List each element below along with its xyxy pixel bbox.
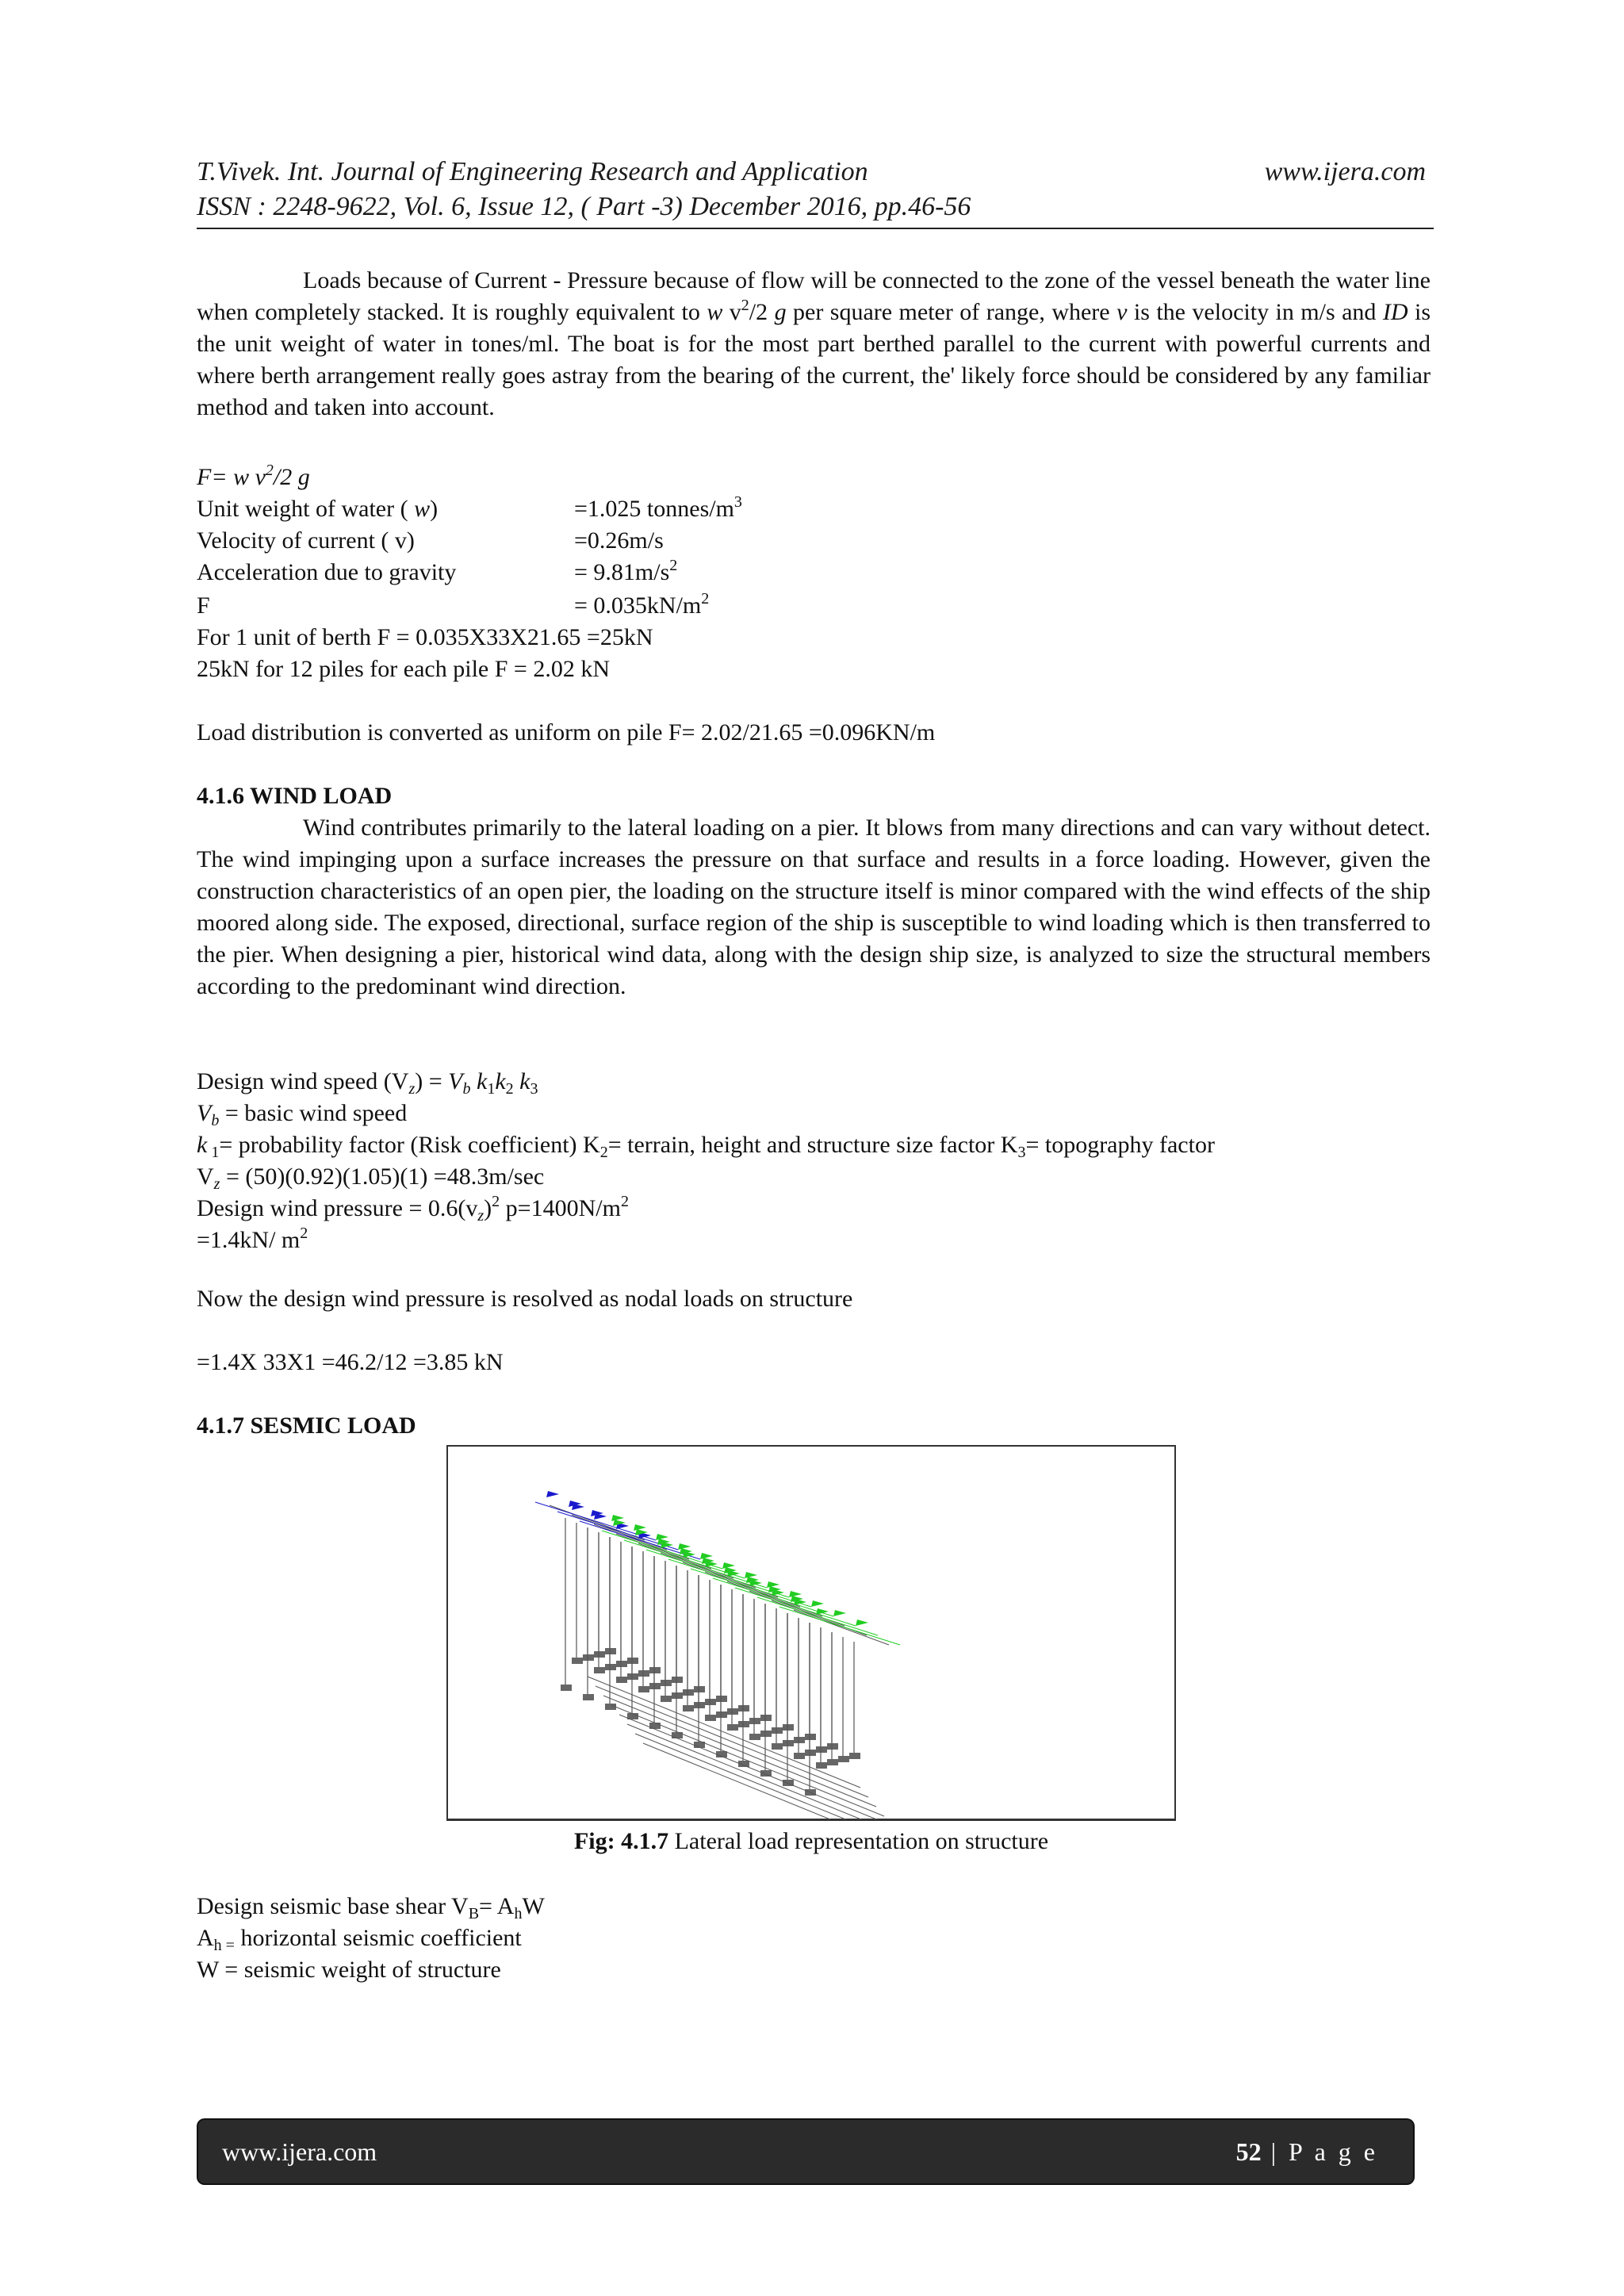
current-formula: F= w $v^2/2$ g	[197, 462, 310, 490]
pile-support	[694, 1686, 705, 1692]
horizontal-coefficient: $A_{h =}$ horizontal seismic coefficient	[197, 1925, 522, 1954]
pile-support	[838, 1756, 849, 1762]
param-row: Acceleration due to gravity = $9.81m/s^2$	[197, 557, 678, 585]
pile-support	[627, 1673, 638, 1680]
pile-support	[661, 1696, 672, 1702]
wind-load-heading: 4.1.6 WIND LOAD	[197, 783, 393, 809]
param-row: Velocity of current ( v) =0.26m/s	[197, 527, 664, 554]
pile-support	[683, 1689, 694, 1696]
pile-support	[572, 1658, 583, 1664]
param-row: Unit weight of water ( w) =1.025 tonnes/$m^3$	[197, 493, 742, 522]
pile-support	[772, 1743, 783, 1750]
structure-diagram	[448, 1447, 1174, 1819]
page-footer	[197, 2118, 1415, 2185]
wind-formula-block	[197, 1066, 1431, 1256]
seismic-load-heading: 4.1.7 SESMIC LOAD	[197, 1412, 416, 1439]
load-arrow	[546, 1491, 559, 1497]
load-arrow	[634, 1524, 646, 1531]
load-arrow	[678, 1543, 691, 1550]
pile-support	[649, 1683, 661, 1689]
current-formula-block	[197, 462, 1431, 685]
pile-support	[794, 1737, 805, 1743]
berth-force-line: For 1 unit of berth F = 0.035X33X21.65 =25kN	[197, 624, 653, 650]
load-arrow	[611, 1515, 624, 1521]
basic-wind-speed: $V_b$ = basic wind speed	[197, 1100, 408, 1129]
lateral-load-figure	[446, 1445, 1176, 1821]
pile-support	[683, 1705, 694, 1711]
pile-support	[672, 1732, 683, 1738]
pile-support	[594, 1667, 605, 1673]
journal-issn: ISSN : 2248-9622, Vol. 6, Issue 12, ( Part -3) December 2016, pp.46-56	[197, 192, 971, 221]
pile-force-line: 25kN for 12 piles for each pile F = 2.02 kN	[197, 656, 610, 682]
pile-support	[772, 1727, 783, 1734]
pile-support	[816, 1746, 827, 1753]
header-rule	[197, 228, 1434, 229]
pile-support	[783, 1724, 794, 1731]
pile-support	[727, 1708, 738, 1715]
vz-calculation: $V_z = (50)(0.92)(1.05)(1) =48.3m/\sec$	[197, 1163, 545, 1193]
design-wind-pressure: Design wind pressure = $0.6(v_z)^2$ $p=1400N/m^2$	[197, 1193, 629, 1225]
pile-support	[738, 1705, 749, 1711]
nodal-load-text: Now the design wind pressure is resolved as nodal loads on structure	[197, 1286, 853, 1312]
pile-support	[561, 1685, 572, 1691]
pile-support	[694, 1702, 705, 1708]
pile-support	[849, 1753, 860, 1759]
load-arrow	[833, 1610, 846, 1616]
pile-support	[661, 1680, 672, 1686]
pile-support	[816, 1762, 827, 1769]
header-website: www.ijera.com	[1264, 157, 1426, 186]
pile-support	[672, 1692, 683, 1699]
figure-caption: Fig: 4.1.7 Lateral load representation on structure	[573, 1828, 1049, 1854]
load-arrow	[816, 1608, 829, 1615]
load-arrow	[767, 1581, 779, 1588]
base-grid-line	[619, 1715, 892, 1819]
pile-support	[638, 1670, 649, 1677]
pile-support	[605, 1648, 616, 1654]
pile-support	[583, 1654, 594, 1661]
pile-support	[705, 1715, 716, 1721]
pile-support	[794, 1753, 805, 1759]
design-wind-speed: Design wind speed $(V_z) = V_b$ $k_1k_2$ $k_3$	[197, 1068, 538, 1098]
wind-load-paragraph: Wind contributes primarily to the lateral loading on a pier. It blows from many directions and can vary without detect. The wind impinging upon a surface increases the pressure on that surface and results in a force loading. However, given the construction characteristics of an open pier, the loading on the structure itself is minor compared with the wind effects of the ship moored along side. The exposed, directional, surface region of the ship is susceptible to wind loading which is then transferred to the pier. When designing a pier, historical wind data, along with the design ship size, is analyzed to size the structural members according to the predominant wind direction.	[197, 815, 1431, 999]
load-arrow	[789, 1591, 802, 1597]
base-shear: Design seismic base shear $V_B= A_hW$	[197, 1893, 545, 1922]
beam-line	[794, 1610, 889, 1645]
pile-support	[627, 1658, 638, 1664]
current-load-paragraph: Loads because of Current - Pressure because of flow will be connected to the zone of the vessel beneath the water line when completely stacked. It is roughly equivalent to w $v^2/2$ g per square meter of range, where v is the velocity in m/s and ID is the unit weight of water in tones/ml. The boat is for the most part berthed parallel to the current with powerful currents and where berth arrangement really goes astray from the bearing of the current, the' likely force should be considered by any familiar method and taken into account.	[197, 267, 1431, 420]
footer-website: www.ijera.com	[222, 2137, 377, 2166]
pile-support	[583, 1694, 594, 1700]
load-arrow	[656, 1534, 668, 1540]
load-distribution-line: Load distribution is converted as uniform on pile F= 2.02/21.65 =0.096KN/m	[197, 719, 936, 746]
pile-support	[805, 1750, 816, 1756]
load-arrow	[811, 1600, 824, 1607]
page-number: 52 | P a g e	[1235, 2137, 1378, 2166]
pile-support	[616, 1661, 627, 1667]
pile-support	[783, 1740, 794, 1746]
pile-support	[738, 1721, 749, 1727]
pile-support	[616, 1677, 627, 1683]
pile-support	[638, 1686, 649, 1692]
load-arrow	[856, 1619, 868, 1626]
journal-title: T.Vivek. Int. Journal of Engineering Research and Application	[197, 157, 868, 186]
pile-support	[749, 1734, 760, 1740]
pile-support	[827, 1759, 838, 1765]
nodal-load-calc: =1.4X 33X1 =46.2/12 =3.85 kN	[197, 1349, 504, 1375]
pile-support	[716, 1711, 727, 1718]
pile-support	[727, 1724, 738, 1731]
pile-support	[649, 1667, 661, 1673]
pile-support	[716, 1696, 727, 1702]
wind-factors: k $_1$= probability factor (Risk coefficient) $K_2=$ terrain, height and structure size factor $K_3=$ topography factor	[197, 1132, 1215, 1161]
pile-support	[805, 1734, 816, 1740]
base-grid-line	[588, 1677, 860, 1788]
load-arrow	[745, 1572, 757, 1578]
pile-support	[605, 1664, 616, 1670]
load-arrow	[722, 1562, 735, 1569]
param-row: F = $0.035kN/m^2$	[197, 590, 710, 619]
pile-support	[672, 1677, 683, 1683]
pile-support	[827, 1743, 838, 1750]
base-grid-line	[603, 1696, 876, 1807]
pile-support	[705, 1699, 716, 1705]
pile-support	[760, 1715, 772, 1721]
pile-support	[749, 1718, 760, 1724]
pressure-kn: =1.4kN/ $m^2$	[197, 1225, 308, 1253]
pile-support	[760, 1731, 772, 1737]
seismic-weight: W = seismic weight of structure	[197, 1957, 501, 1983]
pile-support	[594, 1651, 605, 1658]
load-arrow	[700, 1553, 713, 1559]
seismic-formula-block	[197, 1891, 1431, 1986]
